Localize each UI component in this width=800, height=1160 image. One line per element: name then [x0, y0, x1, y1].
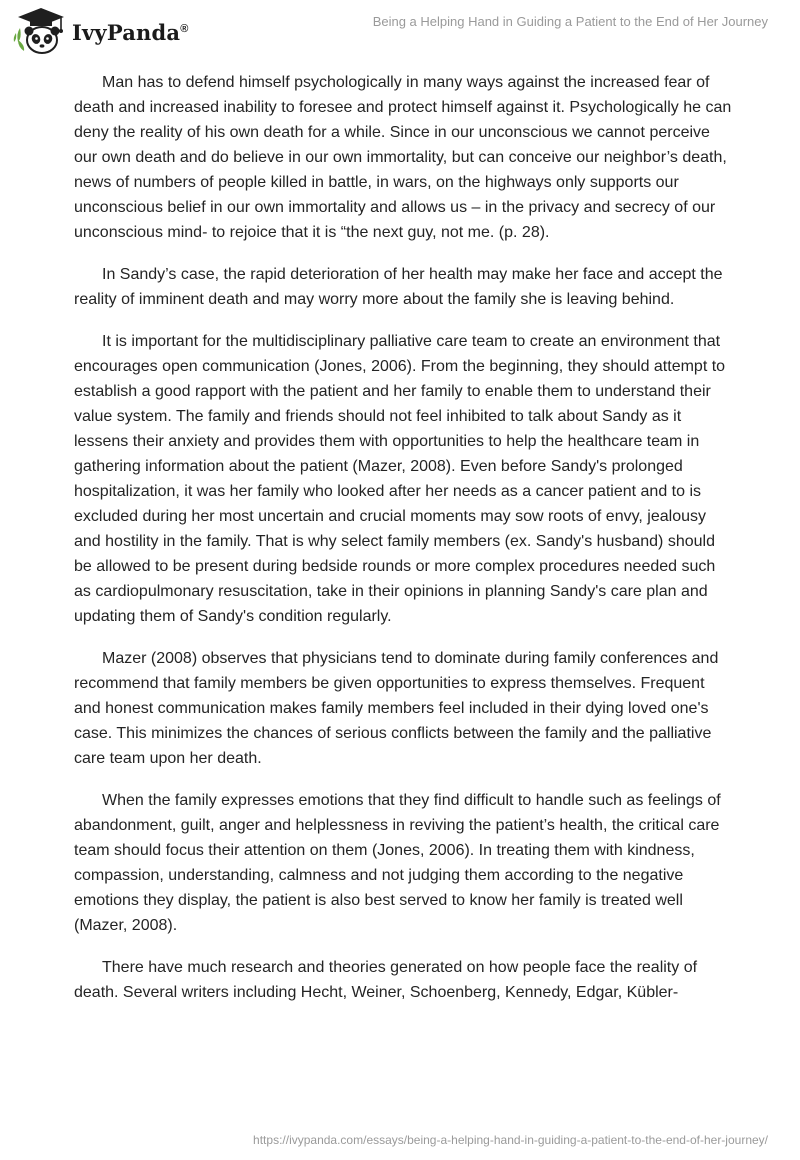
panda-graduate-icon [12, 6, 70, 56]
paragraph: When the family expresses emotions that they find difficult to handle such as feelings of abandonment, guilt, anger and helplessness in reviving the patient’s health, the critical care team should focus their attention on them (Jones, 2006). In treating them with kindness, compassion, understanding, calmness and not judging them according to the negative emotions they display, the patient is also best served to know her family is treated well (Mazer, 2008). [74, 792, 721, 934]
registered-mark: ® [180, 22, 189, 35]
paragraph: In Sandy’s case, the rapid deterioration of her health may make her face and accept the reality of imminent death and may worry more about the family she is leaving behind. [74, 266, 723, 308]
paragraph: Man has to defend himself psychologically in many ways against the increased fear of death and increased inability to foresee and protect himself against it. Psychologically he can deny the reality of his own death for a while. Since in our unconscious we cannot perceive our own death and do believe in our own immortality, but can conceive our neighbor’s death, news of numbers of people killed in battle, in wars, on the highways only supports our unconscious belief in our own immortality and allows us – in the privacy and secrecy of our unconscious mind- to rejoice that it is “the next guy, not me. (p. 28). [74, 74, 732, 241]
paragraph: Mazer (2008) observes that physicians tend to dominate during family conferences and recommend that family members be given opportunities to express themselves. Frequent and honest communication makes family members feel included in their dying loved one's case. This minimizes the chances of serious conflicts between the family and the palliative care team upon her death. [74, 650, 719, 767]
ivypanda-logo[interactable] [12, 6, 189, 56]
document-title: Being a Helping Hand in Guiding a Patient to the End of Her Journey [372, 14, 768, 29]
paragraph: There have much research and theories generated on how people face the reality of death. Several writers including Hecht, Weiner, Schoenberg, Kennedy, Edgar, Kübler- [74, 959, 698, 1001]
essay-body [74, 70, 734, 1022]
source-url[interactable]: https://ivypanda.com/essays/being-a-helping-hand-in-guiding-a-patient-to-the-end-of-her-journey/ [253, 1133, 768, 1147]
paragraph: It is important for the multidisciplinary palliative care team to create an environment that encourages open communication (Jones, 2006). From the beginning, they should attempt to establish a good rapport with the patient and her family to enable them to understand their value system. The family and friends should not feel inhibited to talk about Sandy as it lessens their anxiety and provides them with opportunities to help the healthcare team in gathering information about the patient (Mazer, 2008). Even before Sandy's prolonged hospitalization, it was her family who looked after her needs as a cancer patient and to is excluded during her most uncertain and crucial moments may sow roots of envy, jealousy and hostility in the family. That is why select family members (ex. Sandy's husband) should be allowed to be present during bedside rounds or more complex procedures needed such as cardiopulmonary resuscitation, take in their opinions in planning Sandy's care plan and updating them of Sandy's condition regularly. [74, 333, 726, 625]
logo-text: IvyPanda [72, 19, 181, 45]
page-header [0, 0, 800, 64]
logo-wordmark [72, 20, 189, 45]
